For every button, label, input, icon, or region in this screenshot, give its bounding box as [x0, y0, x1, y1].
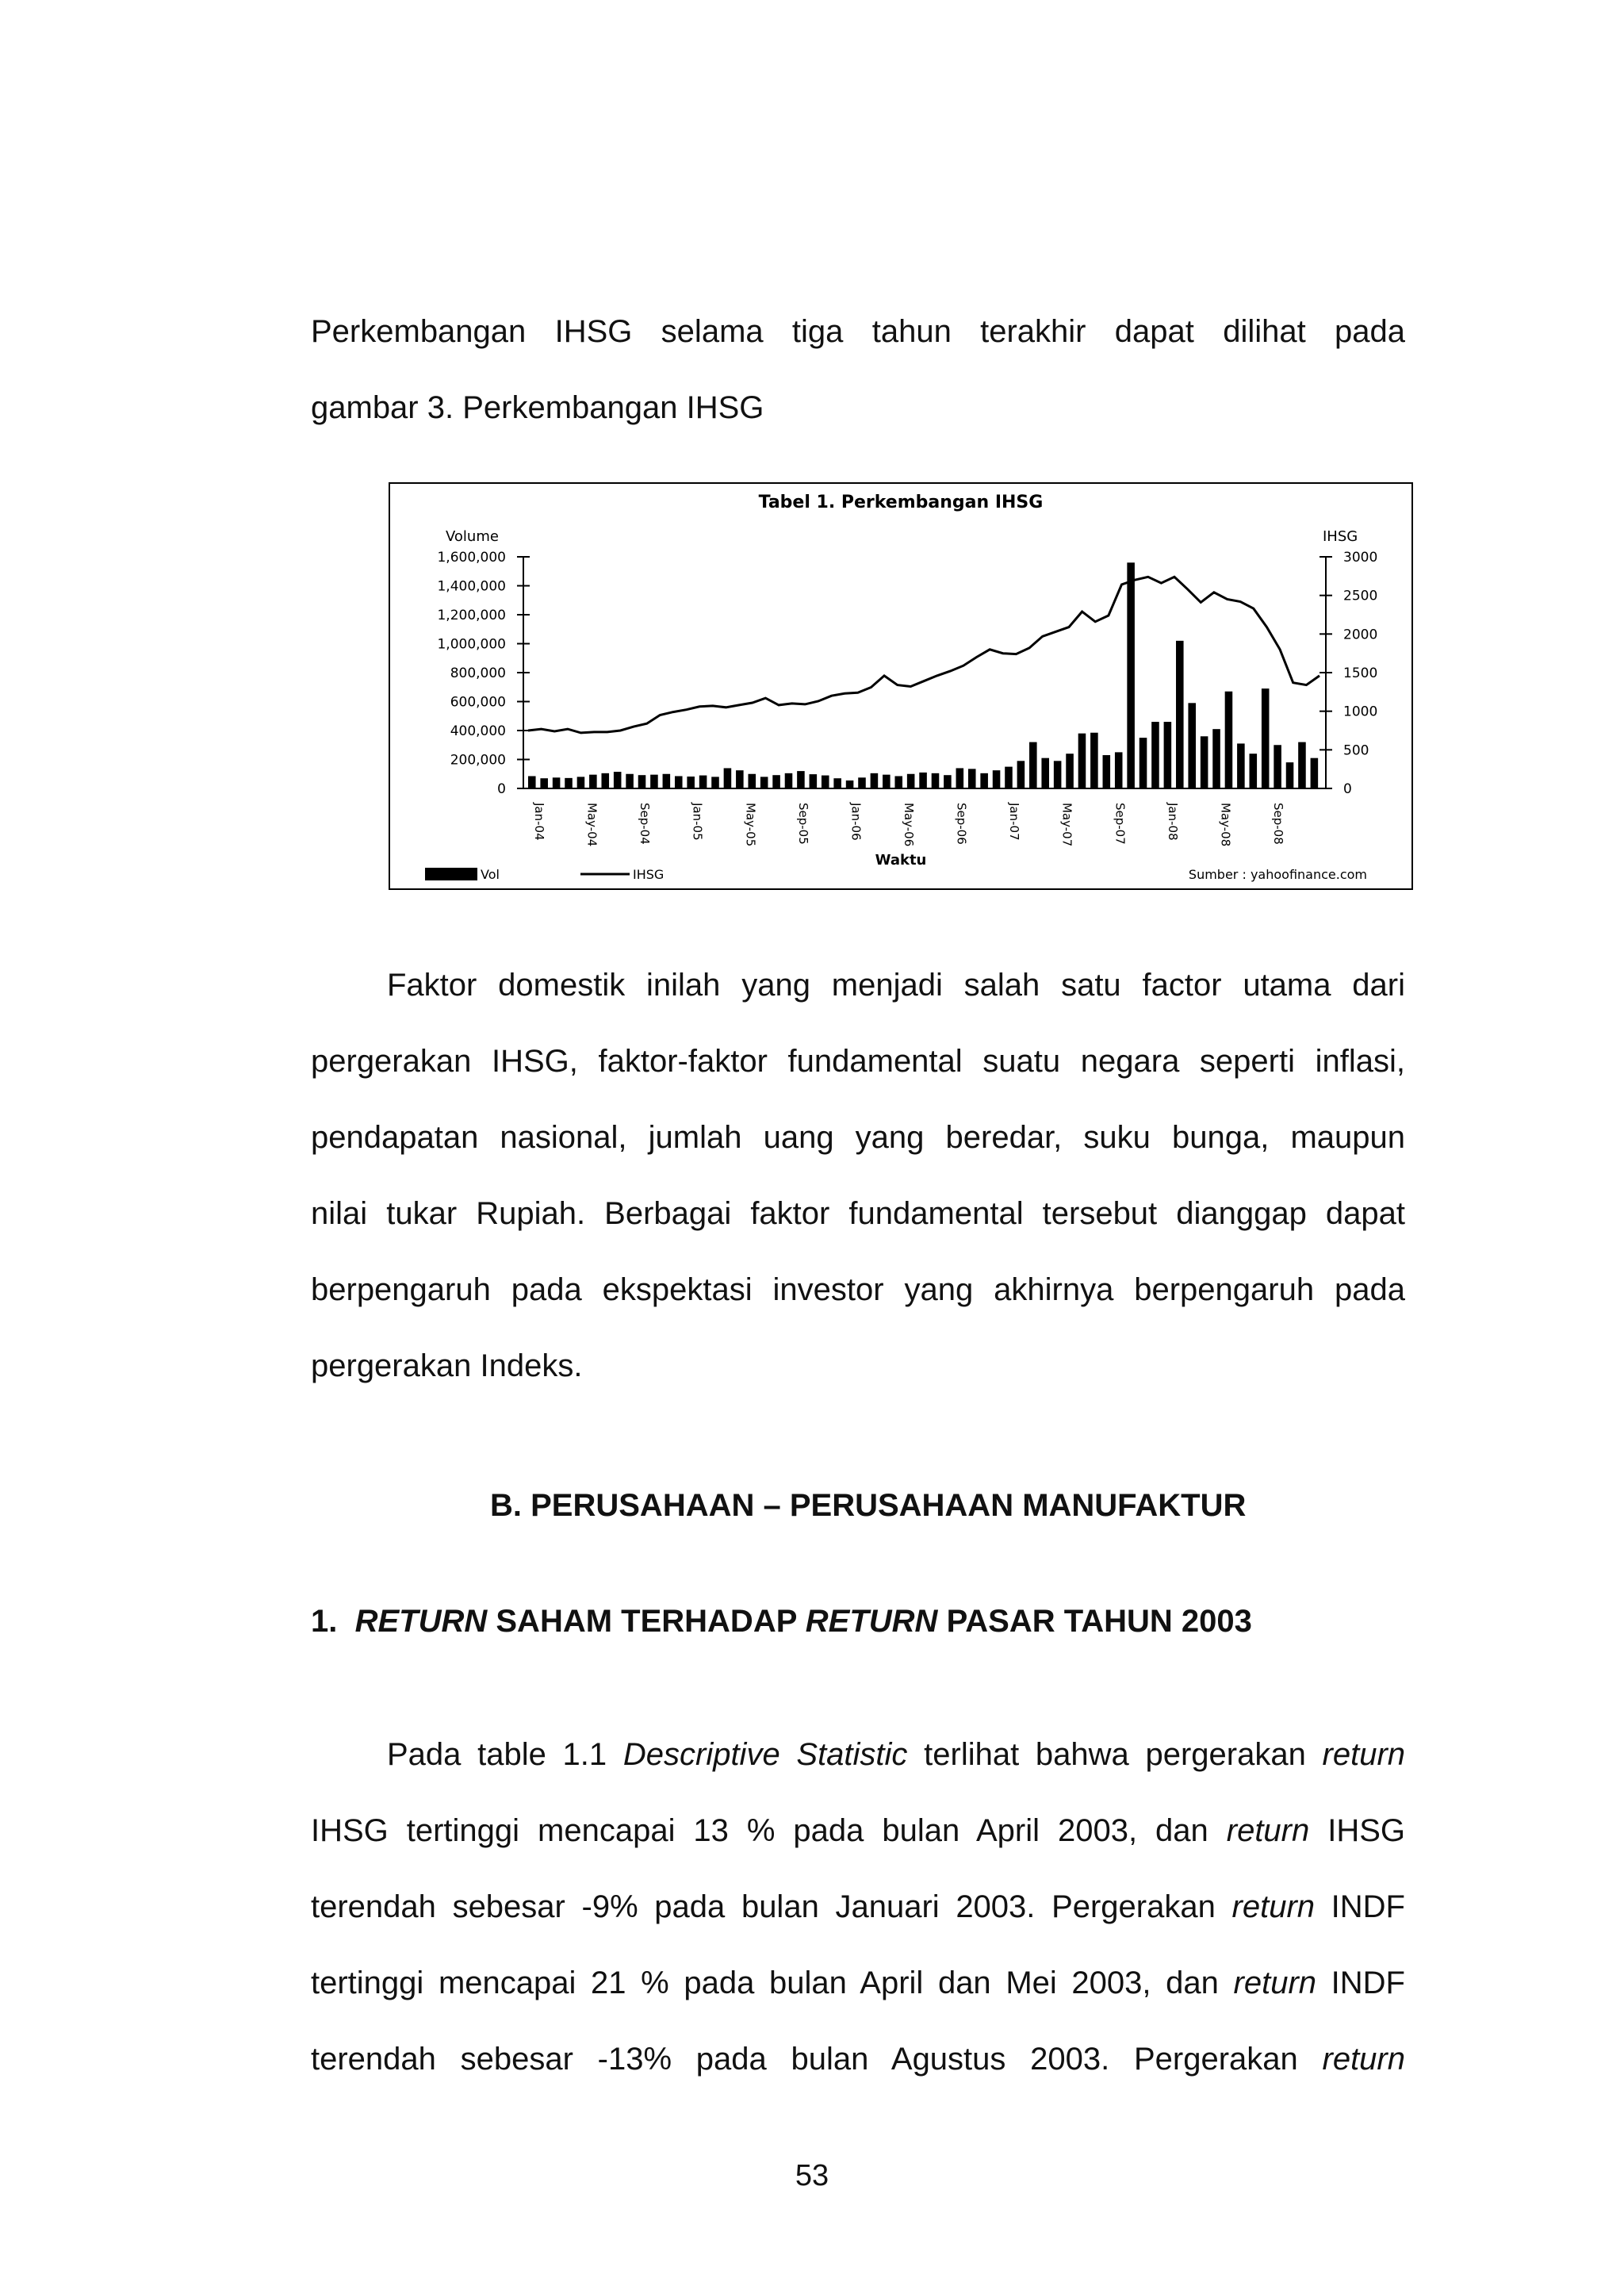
para3-text: terlihat bahwa pergerakan [907, 1737, 1323, 1772]
x-tick-label: Jan-05 [690, 803, 705, 841]
volume-bar [626, 774, 634, 788]
chart-source: Sumber : yahoofinance.com [1188, 867, 1367, 882]
volume-bar [1250, 754, 1258, 788]
left-tick-label: 1,200,000 [437, 608, 506, 623]
volume-bar [1164, 722, 1172, 788]
right-axis-label: IHSG [1323, 528, 1358, 545]
volume-bar [833, 778, 841, 788]
volume-bar [785, 773, 793, 788]
para3-italic: return [1322, 2042, 1405, 2077]
ihsg-line [528, 577, 1320, 733]
volume-bar [1212, 729, 1220, 788]
volume-bar [748, 774, 756, 788]
subsection-1-mid: SAHAM TERHADAP [487, 1604, 806, 1639]
volume-bar [894, 776, 902, 788]
chart-title: Tabel 1. Perkembangan IHSG [758, 493, 1044, 512]
volume-bar [1274, 745, 1281, 788]
volume-bar [1054, 761, 1062, 788]
volume-bar [1311, 758, 1319, 788]
left-tick-label: 1,400,000 [437, 578, 506, 595]
subsection-1-return-b: RETURN [805, 1604, 938, 1639]
volume-bar [797, 771, 805, 788]
volume-bar [1115, 752, 1123, 788]
ihsg-chart-figure [389, 482, 1413, 890]
domestic-factors-paragraph [311, 947, 1405, 1404]
volume-bar [760, 777, 768, 788]
volume-bar [1139, 738, 1147, 788]
volume-bar [601, 773, 609, 788]
legend-vol-swatch [425, 868, 477, 880]
x-tick-label: May-05 [743, 803, 758, 847]
volume-bar [968, 769, 976, 788]
volume-bar [883, 775, 891, 788]
para2-line-3: pendapatan nasional, jumlah uang yang beredar, suku bunga, maupun [311, 1120, 1405, 1155]
x-tick-label: Jan-06 [848, 803, 864, 841]
volume-bar [1286, 762, 1294, 788]
para2-line-2: pergerakan IHSG, faktor-faktor fundamental suatu negara seperti inflasi, [311, 1044, 1405, 1079]
right-tick-label: 0 [1343, 781, 1352, 797]
volume-bar [711, 777, 719, 788]
left-tick-label: 200,000 [450, 752, 506, 769]
left-tick-label: 1,600,000 [437, 550, 506, 566]
left-axis-label: Volume [446, 528, 499, 545]
para3-italic: return [1322, 1737, 1406, 1772]
volume-bar [810, 774, 818, 788]
volume-bar [1017, 761, 1025, 788]
right-tick-label: 2000 [1343, 627, 1378, 643]
x-tick-label: May-04 [584, 803, 599, 847]
volume-bar [736, 770, 744, 788]
volume-bar [577, 777, 585, 788]
x-tick-label: Jan-04 [532, 803, 546, 841]
right-tick-label: 1000 [1343, 704, 1378, 720]
volume-bar [1029, 742, 1037, 788]
x-tick-label: Jan-08 [1165, 803, 1180, 841]
legend-ihsg-label: IHSG [633, 867, 665, 882]
para3-line-2 [311, 1793, 1405, 1869]
section-b-heading: B. PERUSAHAAN – PERUSAHAAN MANUFAKTUR [490, 1488, 1247, 1523]
para3-text: terendah sebesar -13% pada bulan Agustus 2003. Pergerakan [311, 2042, 1323, 2077]
volume-bar [675, 776, 683, 788]
return-paragraph [311, 1716, 1405, 2097]
subsection-1-heading [311, 1604, 1252, 1640]
volume-bar [687, 777, 695, 788]
volume-bar [1078, 734, 1086, 788]
volume-bar [932, 773, 940, 788]
para3-text: tertinggi mencapai 21 % pada bulan April dan Mei 2003, dan [311, 1966, 1234, 2000]
volume-bar [1237, 743, 1245, 788]
volume-bar [1127, 562, 1135, 788]
x-tick-label: Sep-07 [1113, 803, 1128, 845]
volume-bar [1298, 742, 1306, 788]
volume-bar [724, 768, 732, 788]
volume-bar [944, 775, 952, 788]
x-axis-title: Waktu [875, 852, 927, 869]
para3-line-4 [311, 1945, 1405, 2021]
ihsg-chart [390, 484, 1411, 888]
volume-bar [1103, 755, 1111, 788]
left-tick-label: 600,000 [450, 694, 506, 711]
left-tick-label: 0 [497, 781, 506, 797]
volume-bar [980, 773, 988, 788]
para3-text: INDF [1315, 1889, 1405, 1924]
x-tick-label: Sep-08 [1271, 803, 1285, 845]
intro-line-2: gambar 3. Perkembangan IHSG [311, 390, 764, 425]
volume-bar [858, 777, 866, 788]
volume-bar [907, 774, 915, 788]
para3-line-5 [311, 2021, 1405, 2097]
volume-bar [1151, 722, 1159, 788]
volume-bar [528, 776, 536, 788]
x-tick-label: Sep-05 [795, 803, 810, 845]
volume-bar [772, 775, 780, 788]
para3-text: IHSG [1309, 1813, 1406, 1848]
volume-bar [919, 773, 927, 788]
volume-bar [565, 778, 573, 788]
subsection-1-end: PASAR TAHUN 2003 [937, 1604, 1252, 1639]
volume-bar [650, 775, 658, 788]
volume-bar [638, 775, 646, 788]
volume-bar [993, 770, 1001, 788]
volume-bar [1262, 688, 1270, 788]
volume-bar [871, 773, 879, 788]
subsection-1-return-a: RETURN [354, 1604, 488, 1639]
volume-bar [540, 778, 548, 788]
volume-bar [553, 777, 561, 788]
x-tick-label: Sep-06 [954, 803, 969, 845]
volume-bar [589, 775, 597, 788]
x-tick-label: Jan-07 [1007, 803, 1022, 841]
volume-bar [822, 776, 829, 788]
right-tick-label: 1500 [1343, 665, 1378, 681]
right-tick-label: 500 [1343, 742, 1369, 759]
volume-bar [956, 768, 964, 788]
volume-bar [1225, 692, 1233, 788]
para3-italic: Descriptive Statistic [622, 1737, 908, 1772]
x-tick-label: May-08 [1218, 803, 1233, 847]
para3-italic: return [1231, 1889, 1316, 1924]
right-tick-label: 2500 [1343, 588, 1378, 604]
volume-bar [1066, 754, 1074, 788]
volume-bar [1090, 733, 1098, 788]
para3-text: terendah sebesar -9% pada bulan Januari 2003. Pergerakan [311, 1889, 1232, 1924]
para2-line-4: nilai tukar Rupiah. Berbagai faktor fundamental tersebut dianggap dapat [311, 1196, 1405, 1231]
right-tick-label: 3000 [1343, 550, 1378, 566]
x-tick-label: May-06 [902, 803, 916, 847]
left-tick-label: 800,000 [450, 665, 506, 681]
volume-bar [614, 772, 622, 788]
para3-line-1 [311, 1716, 1405, 1793]
x-tick-label: Sep-04 [638, 803, 653, 845]
volume-bar [1176, 641, 1184, 788]
x-tick-label: May-07 [1059, 803, 1074, 847]
para2-line-5: berpengaruh pada ekspektasi investor yang akhirnya berpengaruh pada [311, 1272, 1405, 1307]
para3-text: Pada table 1.1 [387, 1737, 623, 1772]
para3-line-3 [311, 1869, 1405, 1945]
left-tick-label: 400,000 [450, 723, 506, 739]
volume-bar [1201, 736, 1208, 788]
para3-text: IHSG tertinggi mencapai 13 % pada bulan April 2003, dan [311, 1813, 1227, 1848]
intro-line-1: Perkembangan IHSG selama tiga tahun terakhir dapat dilihat pada [311, 314, 1405, 349]
subsection-1-number: 1. [311, 1604, 338, 1639]
legend-vol-label: Vol [481, 867, 500, 882]
volume-bar [663, 774, 671, 788]
para3-italic: return [1226, 1813, 1310, 1848]
page-number: 53 [795, 2159, 829, 2192]
volume-bar [699, 776, 707, 788]
para2-line-1: Faktor domestik inilah yang menjadi salah satu factor utama dari [387, 968, 1405, 1003]
volume-bar [846, 780, 854, 788]
volume-bar [1005, 767, 1013, 788]
para2-line-6: pergerakan Indeks. [311, 1348, 583, 1383]
intro-paragraph [311, 293, 1405, 446]
volume-bar [1041, 758, 1049, 788]
para3-text: INDF [1316, 1966, 1405, 2000]
left-tick-label: 1,000,000 [437, 636, 506, 653]
volume-bar [1188, 703, 1196, 788]
para3-italic: return [1233, 1966, 1317, 2000]
